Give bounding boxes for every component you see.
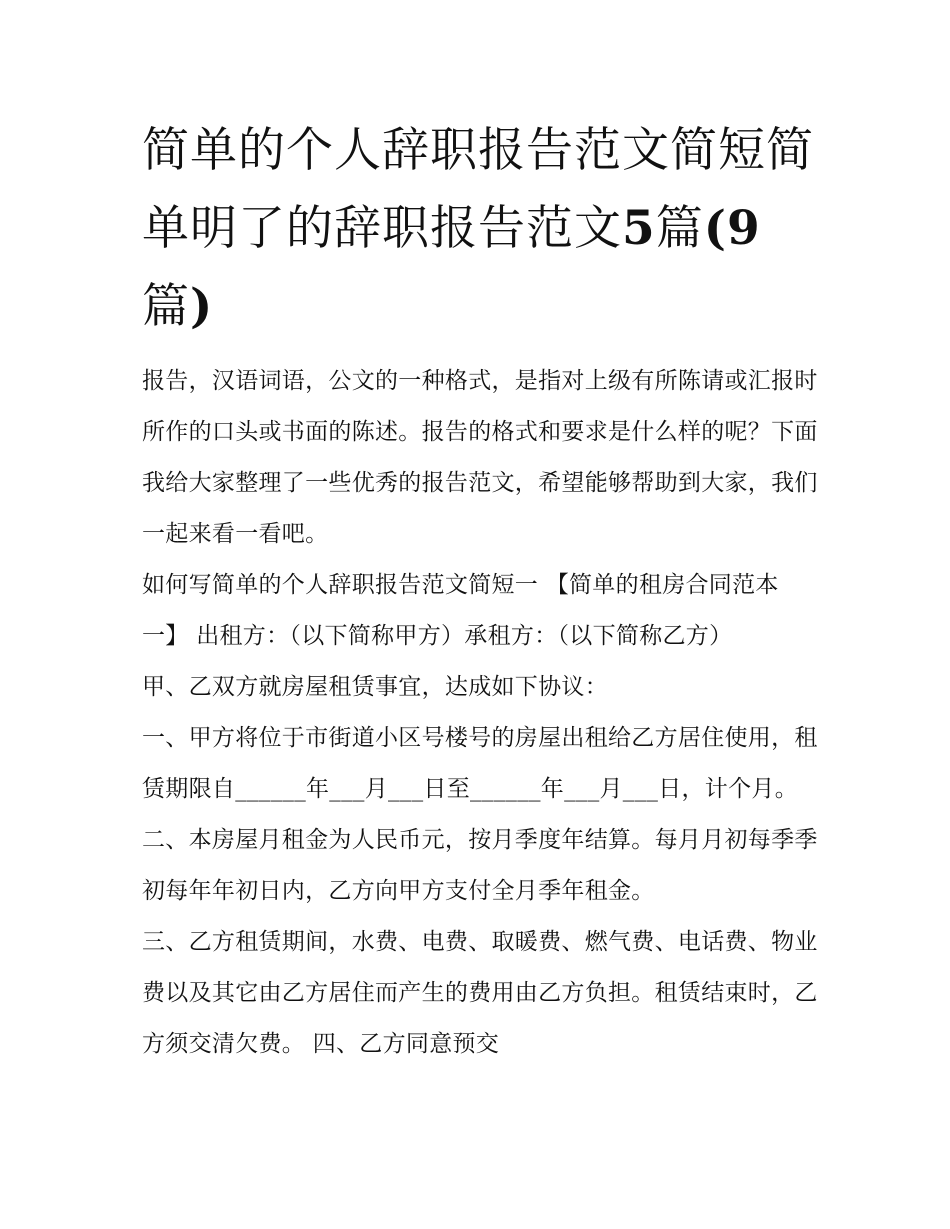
clause-three-paragraph: 三、乙方租赁期间，水费、电费、取暖费、燃气费、电话费、物业费以及其它由乙方居住而产生的费用由乙方负担。租赁结束时，乙方须交清欠费。 四、乙方同意预交	[142, 929, 818, 1057]
clause-one-paragraph: 一、甲方将位于市街道小区号楼号的房屋出租给乙方居住使用，租赁期限自______年___月___日至______年___月___日，计个月。	[142, 725, 818, 802]
clause-two-paragraph: 二、本房屋月租金为人民币元，按月季度年结算。每月月初每季季初每年年初日内，乙方向甲方支付全月季年租金。	[142, 827, 818, 904]
document-title: 简单的个人辞职报告范文简短简单明了的辞职报告范文5篇(9篇)	[142, 123, 814, 334]
section-heading-paragraph: 如何写简单的个人辞职报告范文简短一 【简单的租房合同范本一】 出租方：（以下简称甲方）承租方：（以下简称乙方）	[142, 572, 779, 649]
document-body	[142, 356, 818, 1070]
agreement-paragraph: 甲、乙双方就房屋租赁事宜，达成如下协议：	[142, 674, 608, 700]
intro-paragraph: 报告，汉语词语，公文的一种格式，是指对上级有所陈请或汇报时所作的口头或书面的陈述。报告的格式和要求是什么样的呢？下面我给大家整理了一些优秀的报告范文，希望能够帮助到大家，我们一起来看一看吧。	[142, 368, 818, 547]
